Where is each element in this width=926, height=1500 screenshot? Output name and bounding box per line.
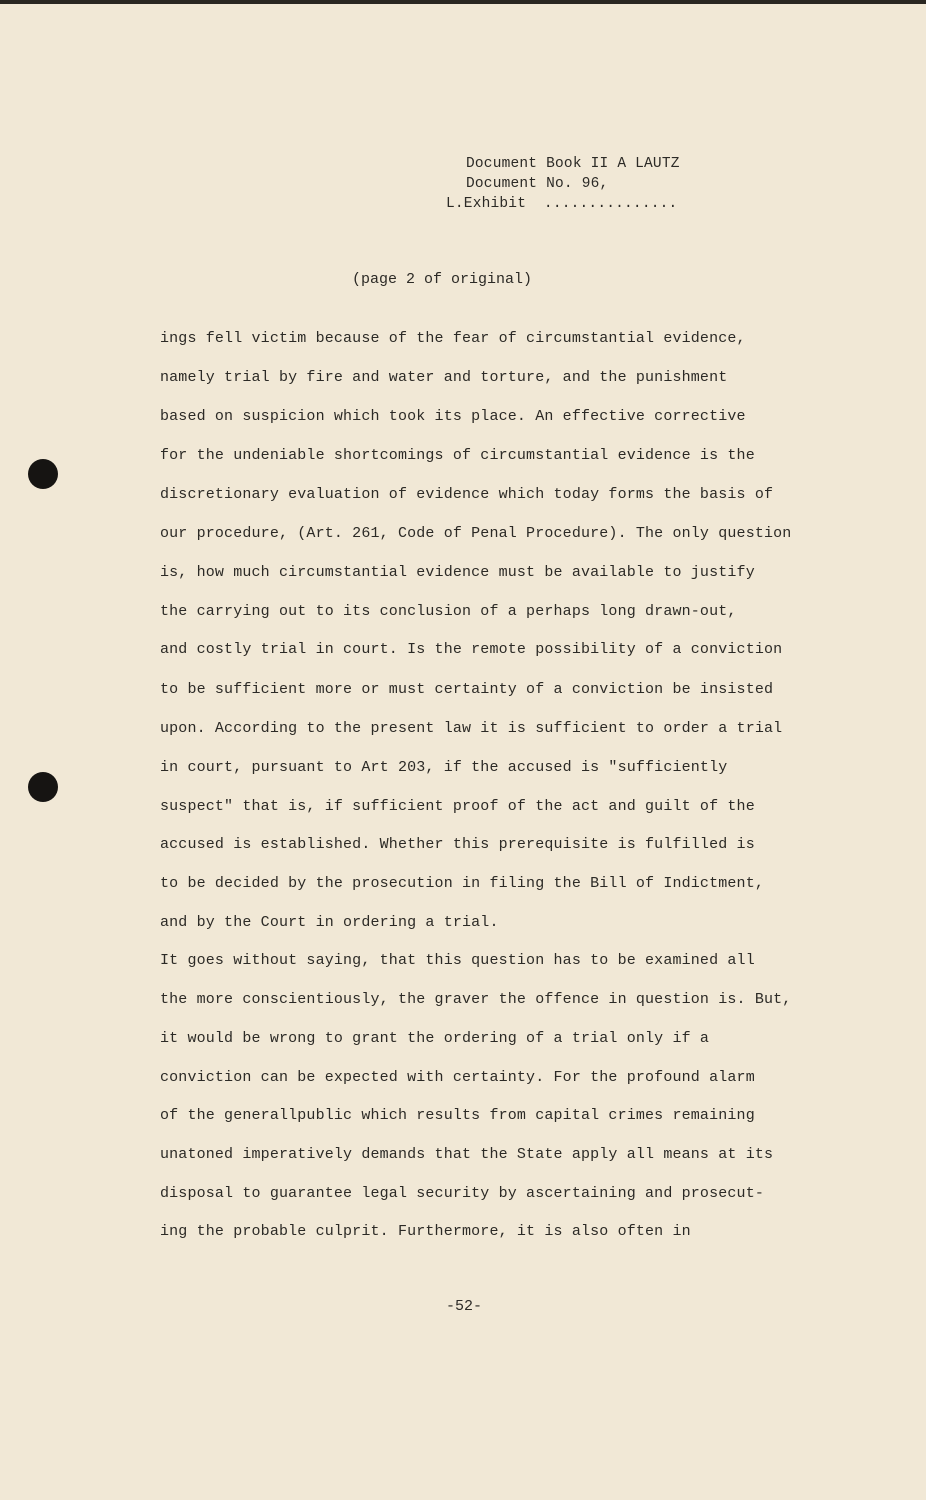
body-line: disposal to guarantee legal security by ascertaining and prosecut- [160,1185,764,1202]
punch-hole [28,772,58,802]
body-line: discretionary evaluation of evidence which today forms the basis of [160,486,774,503]
body-line: conviction can be expected with certainty. For the profound alarm [160,1069,755,1086]
original-page-reference: (page 2 of original) [352,271,533,288]
page-top-edge [0,0,926,4]
body-line: accused is established. Whether this prerequisite is fulfilled is [160,836,755,853]
body-line: the carrying out to its conclusion of a perhaps long drawn-out, [160,603,737,620]
body-line: our procedure, (Art. 261, Code of Penal Procedure). The only question [160,525,792,542]
body-line: namely trial by fire and water and torture, and the punishment [160,369,728,386]
body-line: it would be wrong to grant the ordering of a trial only if a [160,1030,710,1047]
body-line: to be sufficient more or must certainty of a conviction be insisted [160,681,774,698]
body-line: suspect" that is, if sufficient proof of the act and guilt of the [160,798,755,815]
body-line: the more conscientiously, the graver the offence in question is. But, [160,991,792,1008]
punch-hole [28,459,58,489]
document-book-line: Document Book II A LAUTZ [466,156,680,172]
body-line: based on suspicion which took its place. An effective corrective [160,408,746,425]
body-line: unatoned imperatively demands that the State apply all means at its [160,1146,774,1163]
body-line: is, how much circumstantial evidence must be available to justify [160,564,755,581]
body-line: upon. According to the present law it is sufficient to order a trial [160,720,783,737]
body-line: and costly trial in court. Is the remote possibility of a conviction [160,641,783,658]
body-line: of the generallpublic which results from capital crimes remaining [160,1107,755,1124]
exhibit-line: L.Exhibit ............... [446,196,678,212]
body-line: and by the Court in ordering a trial. [160,914,499,931]
page-number: -52- [446,1298,483,1315]
body-line: for the undeniable shortcomings of circumstantial evidence is the [160,447,755,464]
body-line: It goes without saying, that this question has to be examined all [160,952,755,969]
body-line: ings fell victim because of the fear of circumstantial evidence, [160,330,746,347]
body-line: to be decided by the prosecution in filing the Bill of Indictment, [160,875,764,892]
body-line: ing the probable culprit. Furthermore, it is also often in [160,1223,691,1240]
document-number-line: Document No. 96, [466,176,609,192]
body-line: in court, pursuant to Art 203, if the accused is "sufficiently [160,759,728,776]
